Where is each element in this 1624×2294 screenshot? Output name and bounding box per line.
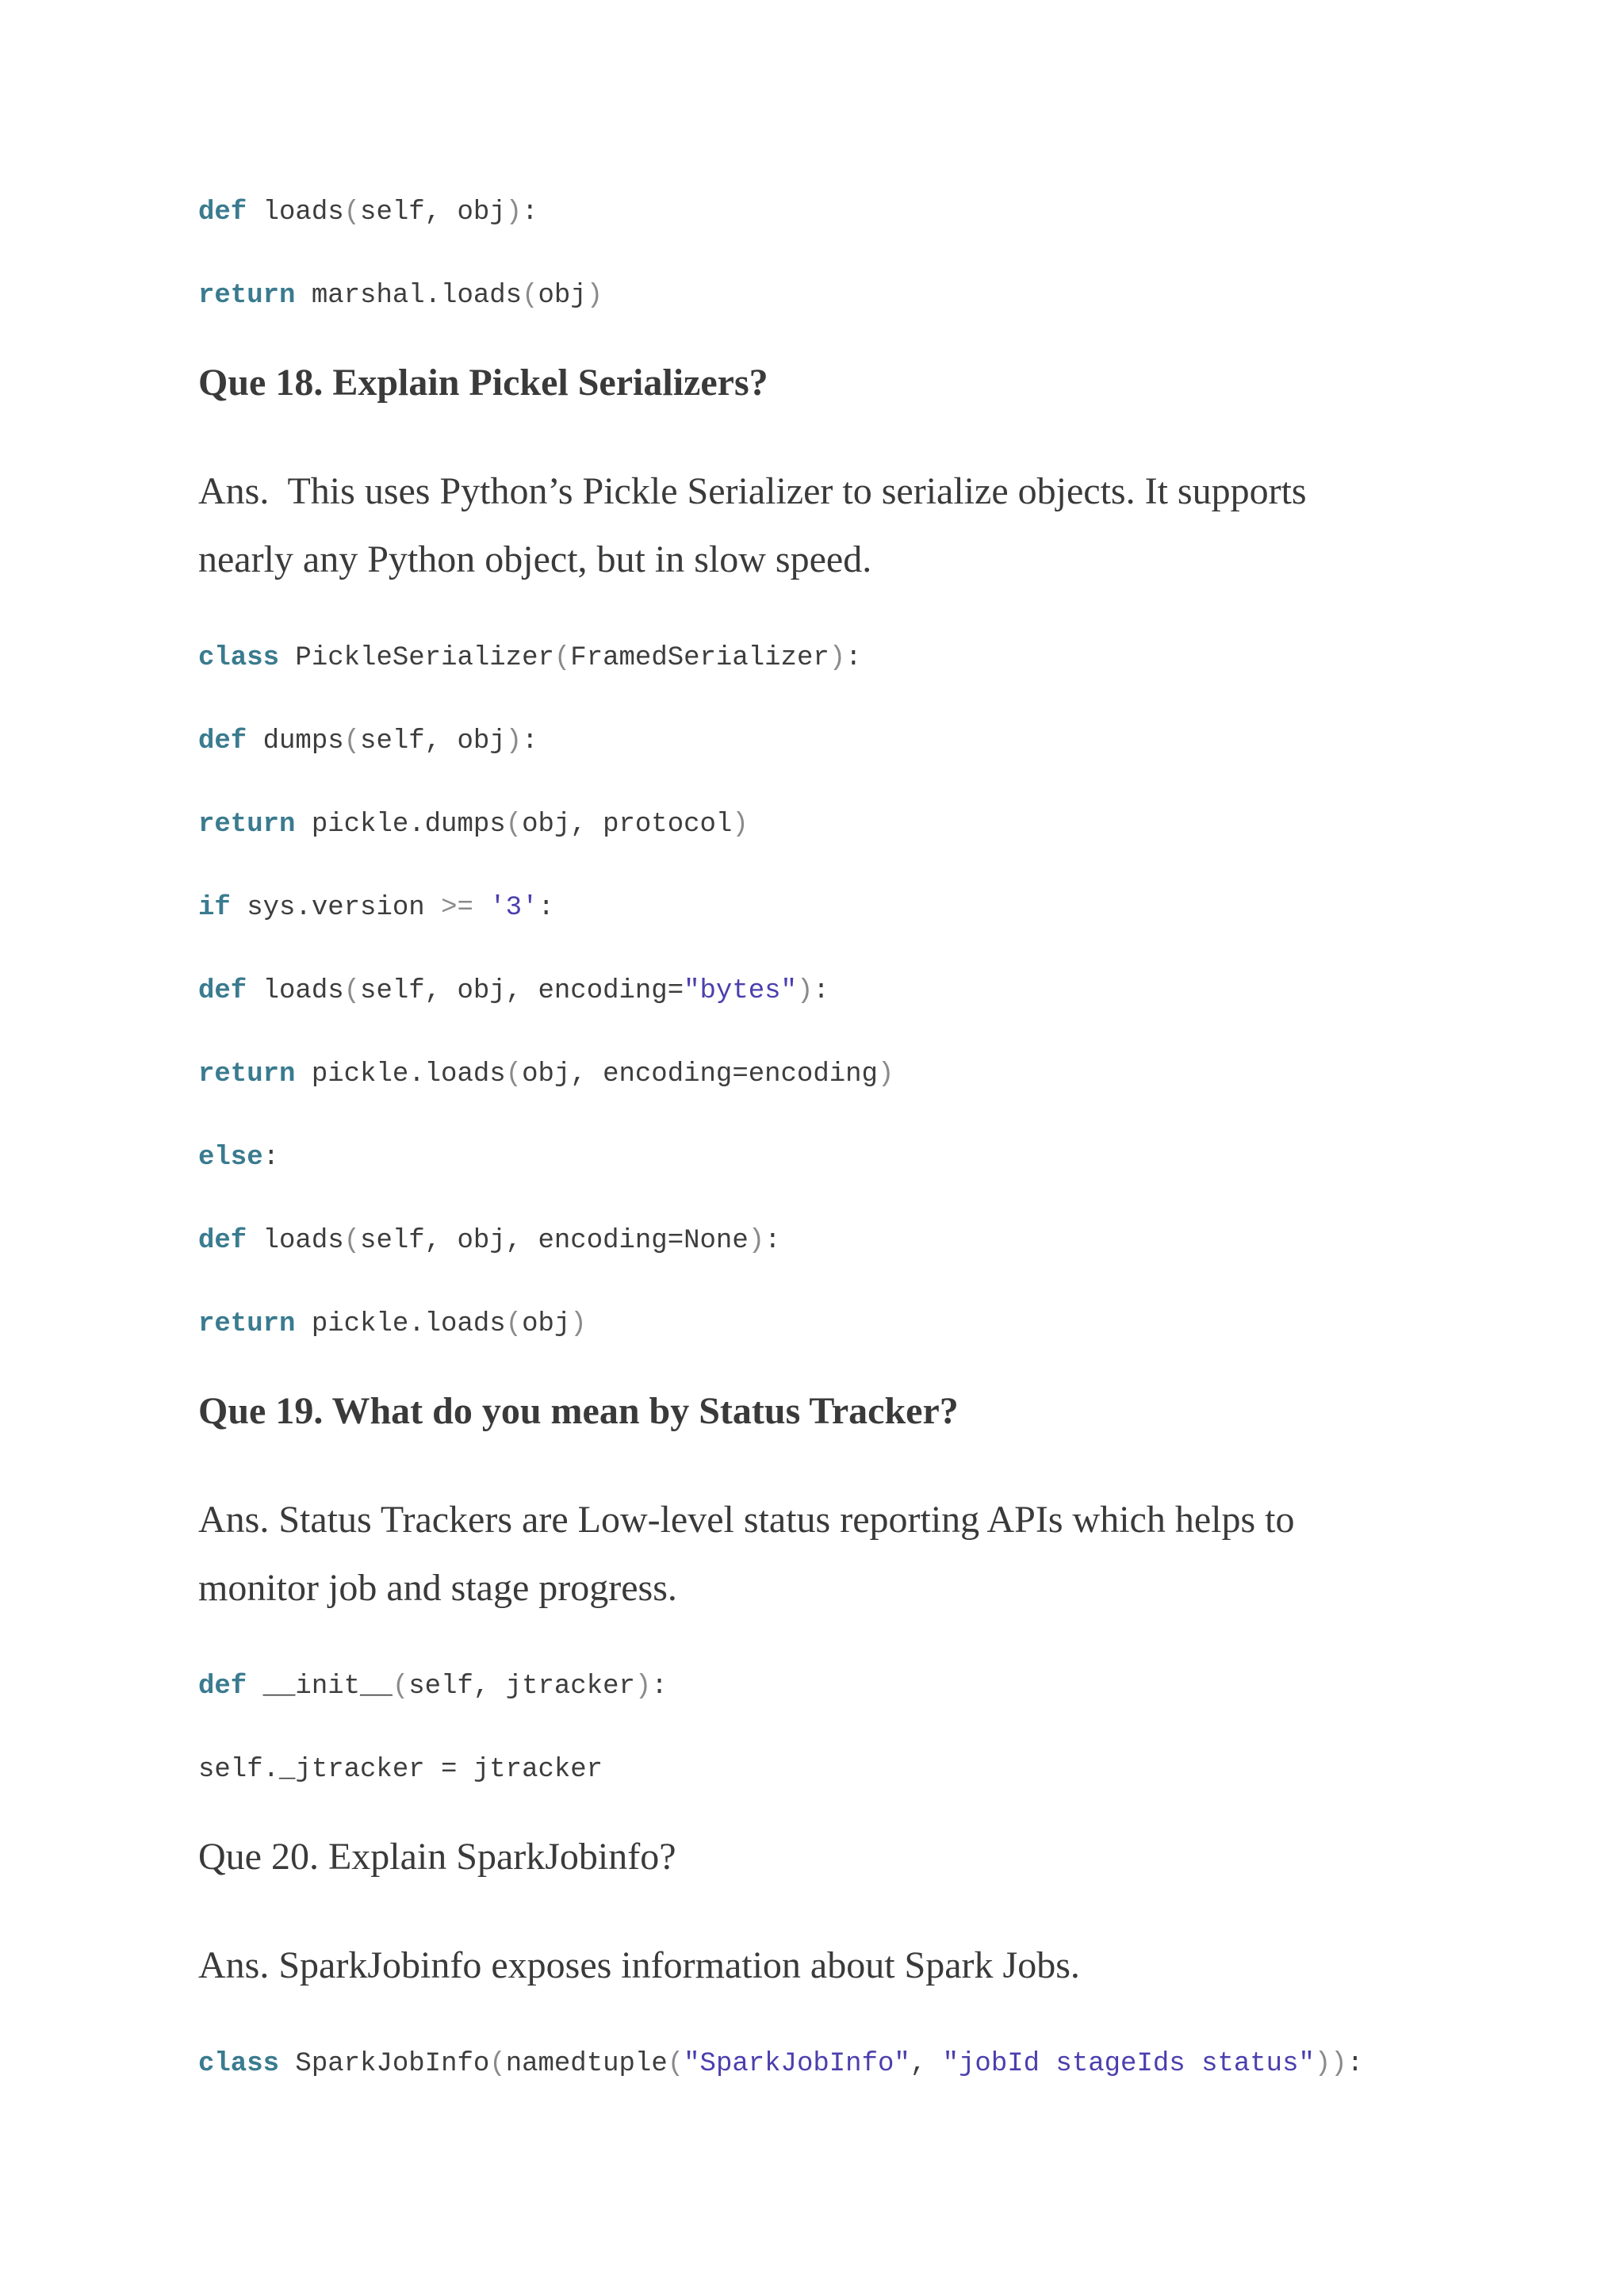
code-text: self._jtracker = jtracker (198, 1755, 603, 1785)
code-text: __init__ (247, 1672, 393, 1702)
code-keyword: else (198, 1143, 263, 1173)
code-string: "SparkJobInfo" (684, 2049, 910, 2079)
answer-line: Ans. Status Trackers are Low-level status reporting APIs which helps to (198, 1499, 1295, 1541)
question-heading: Que 20. Explain SparkJobinfo? (198, 1836, 676, 1878)
code-keyword: return (198, 1309, 296, 1339)
code-text: : (1346, 2049, 1364, 2079)
code-keyword: def (198, 1672, 247, 1702)
code-paren: ) (732, 810, 749, 840)
code-keyword: def (198, 726, 247, 756)
code-line (198, 726, 538, 757)
code-line (198, 2048, 1363, 2080)
code-text: : (538, 893, 554, 923)
code-text: loads (247, 197, 344, 228)
code-keyword: def (198, 1226, 247, 1256)
code-text: , (910, 2049, 943, 2079)
code-keyword: def (198, 976, 247, 1006)
code-paren: ) (877, 1059, 894, 1090)
code-text: PickleSerializer (279, 643, 554, 673)
code-text: pickle.dumps (295, 810, 506, 840)
code-paren: ( (553, 643, 571, 673)
code-text: obj (538, 281, 587, 311)
code-text: : (651, 1672, 668, 1702)
code-text: loads (247, 1226, 344, 1256)
code-paren: ( (343, 197, 361, 228)
code-paren: ( (343, 976, 361, 1006)
code-paren: ( (343, 1226, 361, 1256)
code-line (198, 280, 603, 312)
code-paren: ( (505, 1059, 523, 1090)
code-text: self, obj (360, 197, 506, 228)
code-text: : (262, 1143, 280, 1173)
code-paren: ) (748, 1226, 765, 1256)
code-text: : (845, 643, 862, 673)
answer-line: Ans. This uses Python’s Pickle Serializer to serialize objects. It supports (198, 470, 1307, 512)
question-heading: Que 18. Explain Pickel Serializers? (198, 362, 768, 404)
code-text: pickle.loads (295, 1059, 506, 1090)
code-operator: >= (441, 893, 473, 923)
code-paren: ( (667, 2049, 684, 2079)
code-text: marshal.loads (295, 281, 523, 311)
code-paren: ) (796, 976, 814, 1006)
code-keyword: class (198, 643, 280, 673)
code-line (198, 892, 554, 924)
code-paren: ) (570, 1309, 587, 1339)
code-paren: ( (505, 810, 523, 840)
code-line (198, 1225, 781, 1257)
code-paren: ( (505, 1309, 523, 1339)
code-paren: ) (505, 197, 523, 228)
code-text: dumps (247, 726, 344, 756)
code-text: obj, protocol (522, 810, 733, 840)
code-keyword: class (198, 2049, 280, 2079)
code-text: : (522, 197, 538, 228)
document-page (198, 0, 1435, 2294)
code-paren: ) (586, 281, 603, 311)
code-line (198, 1754, 603, 1786)
question-heading: Que 19. What do you mean by Status Tracker? (198, 1390, 959, 1432)
code-text: self, obj, encoding=None (360, 1226, 749, 1256)
code-text: obj, encoding=encoding (522, 1059, 878, 1090)
code-paren: ) (505, 726, 523, 756)
code-text: pickle.loads (295, 1309, 506, 1339)
code-text: self, jtracker (408, 1672, 635, 1702)
code-text: self, obj, encoding= (360, 976, 684, 1006)
code-text: FramedSerializer (570, 643, 829, 673)
code-text: SparkJobInfo (279, 2049, 490, 2079)
code-keyword: return (198, 810, 296, 840)
code-keyword: return (198, 281, 296, 311)
code-paren: )) (1314, 2049, 1347, 2079)
code-text: namedtuple (505, 2049, 668, 2079)
code-string: '3' (489, 893, 538, 923)
code-text: : (522, 726, 538, 756)
code-paren: ( (392, 1672, 409, 1702)
code-text: self, obj (360, 726, 506, 756)
code-string: "jobId stageIds status" (942, 2049, 1315, 2079)
code-paren: ( (343, 726, 361, 756)
code-text: : (813, 976, 829, 1006)
code-line (198, 1142, 279, 1174)
answer-line: monitor job and stage progress. (198, 1567, 677, 1609)
code-line (198, 1671, 668, 1702)
code-text: sys.version (230, 893, 442, 923)
code-paren: ( (522, 281, 538, 311)
code-line (198, 642, 862, 674)
code-paren: ) (829, 643, 846, 673)
code-string: "bytes" (684, 976, 797, 1006)
code-line (198, 1059, 894, 1090)
code-keyword: return (198, 1059, 296, 1090)
code-text: obj (522, 1309, 571, 1339)
code-paren: ) (634, 1672, 652, 1702)
code-text (473, 893, 489, 923)
code-paren: ( (489, 2049, 506, 2079)
code-line (198, 975, 829, 1007)
code-keyword: if (198, 893, 231, 923)
answer-line: Ans. SparkJobinfo exposes information about Spark Jobs. (198, 1944, 1080, 1986)
code-keyword: def (198, 197, 247, 228)
code-text: loads (247, 976, 344, 1006)
code-text: : (764, 1226, 781, 1256)
code-line (198, 197, 538, 228)
code-line (198, 1308, 587, 1340)
code-line (198, 809, 749, 841)
answer-line: nearly any Python object, but in slow speed. (198, 538, 872, 580)
